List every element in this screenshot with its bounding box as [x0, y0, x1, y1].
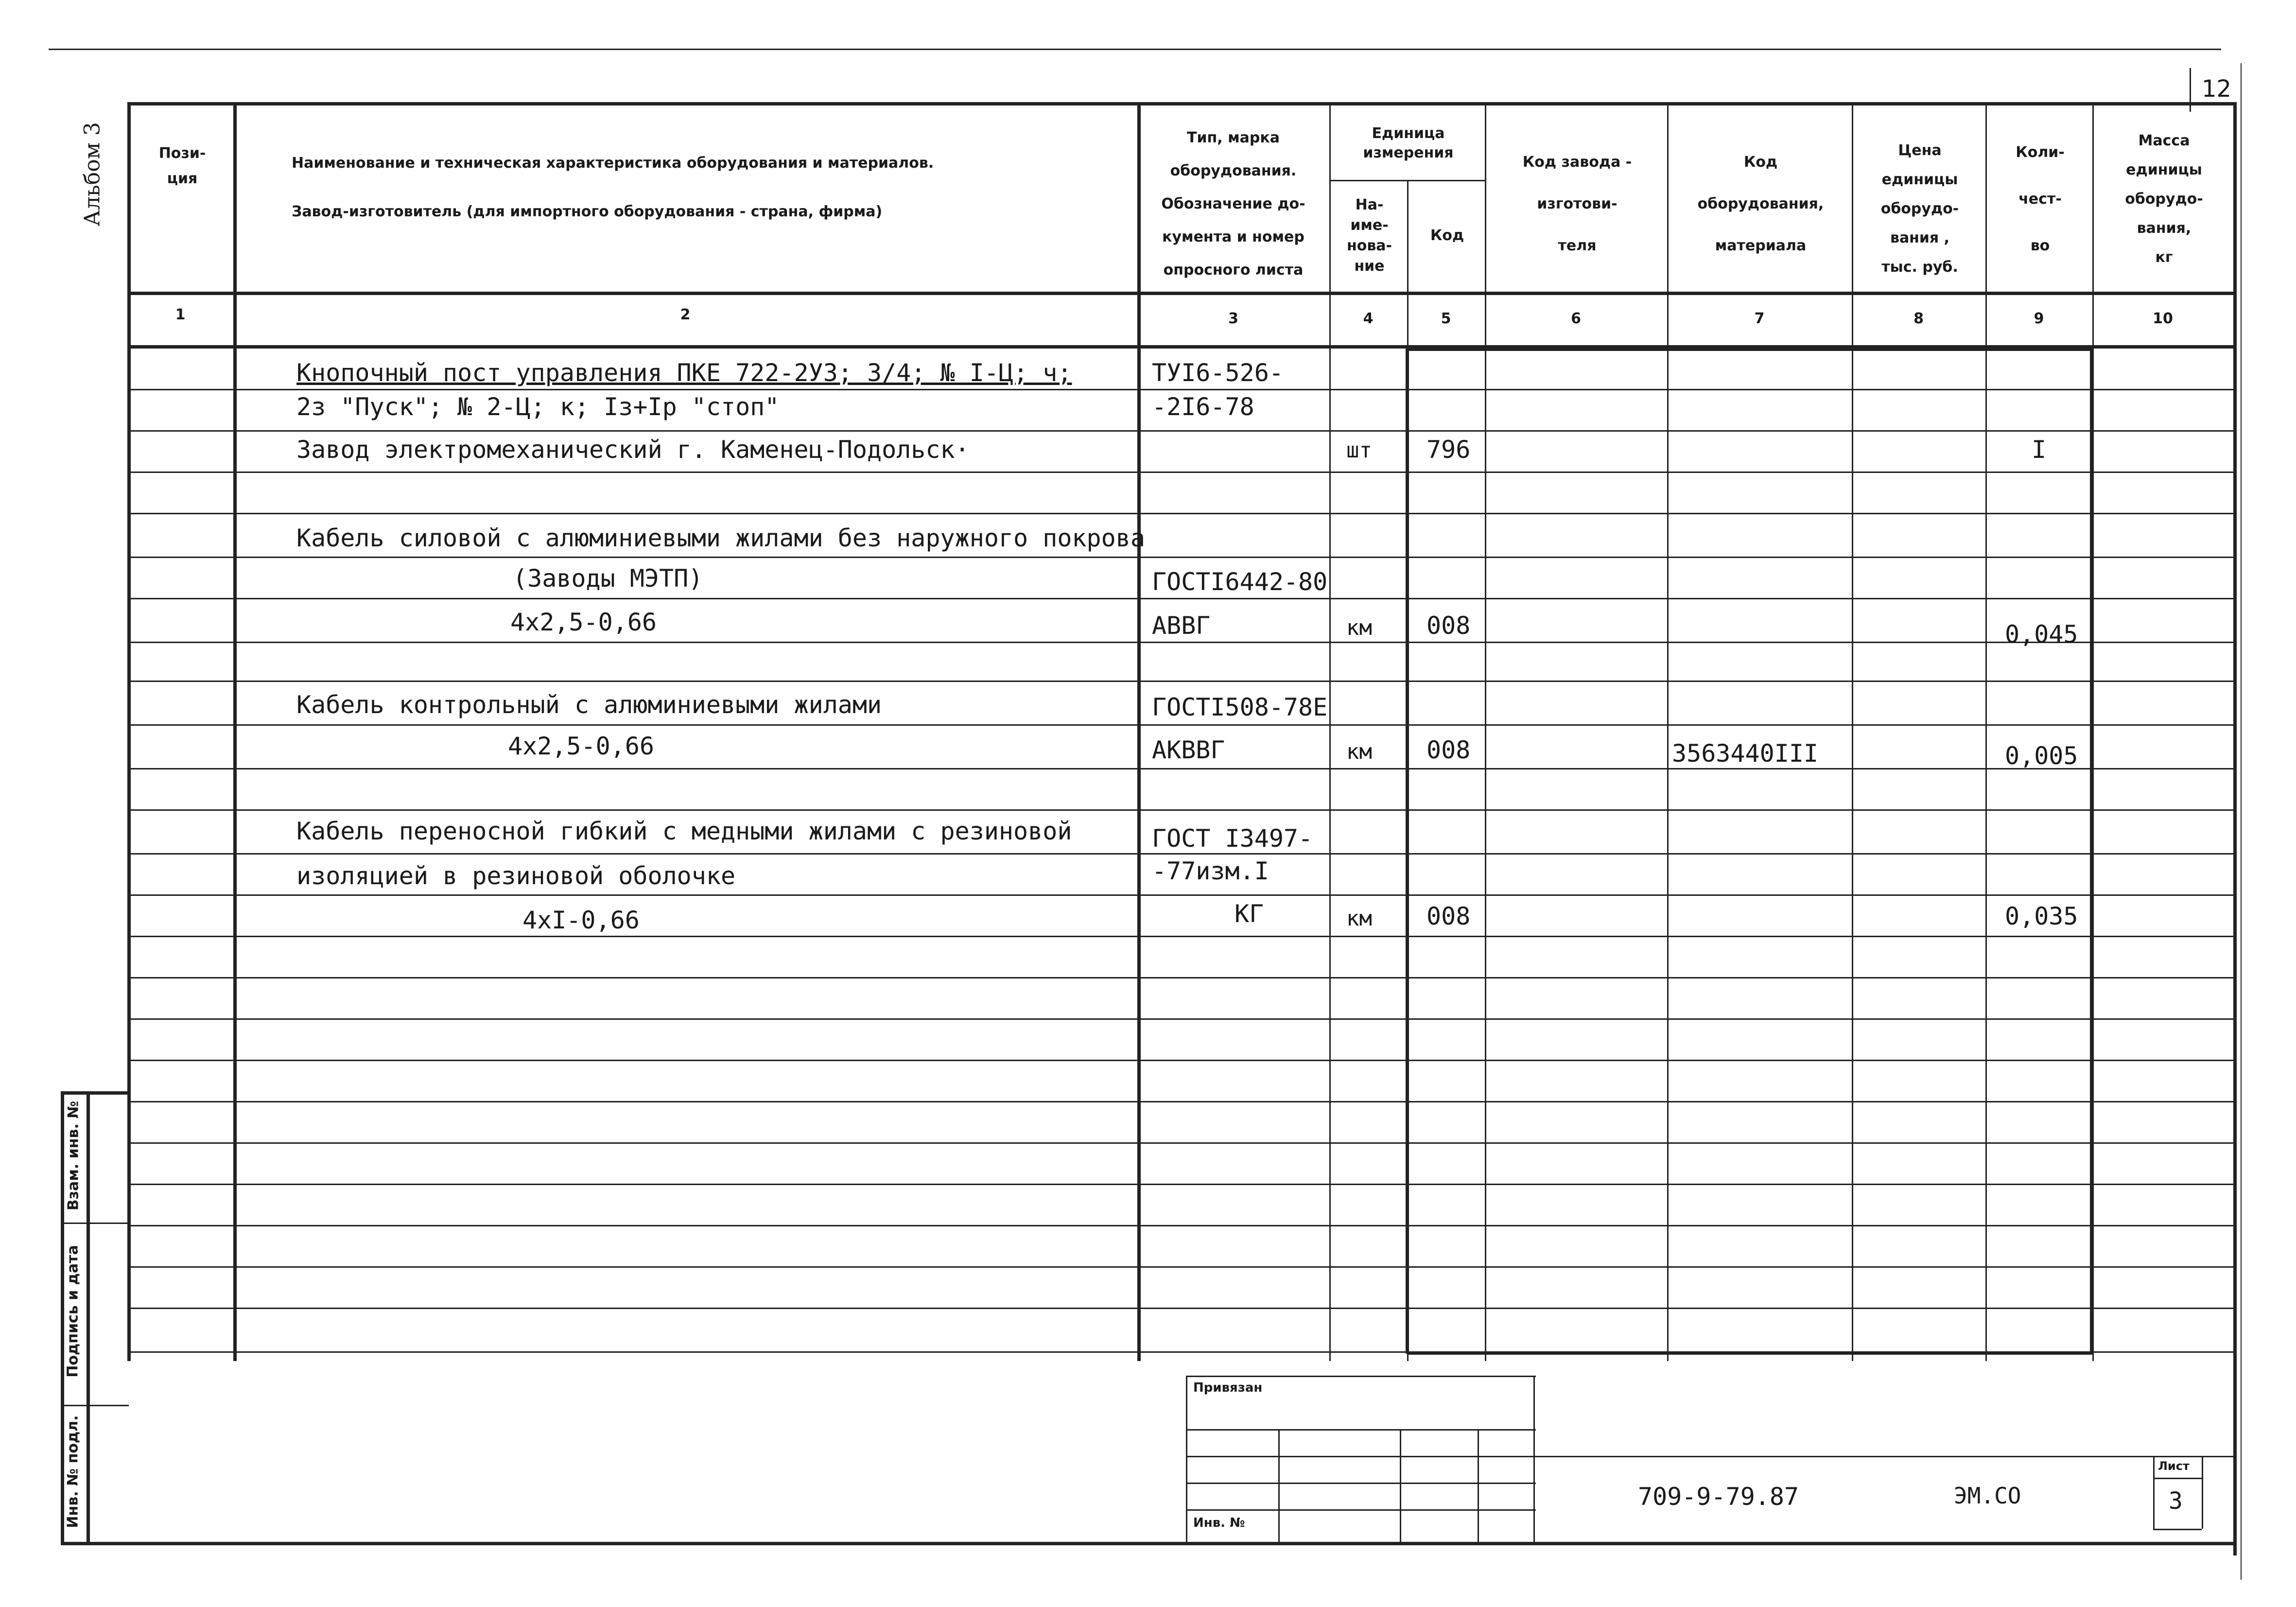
item-unit: шт	[1346, 438, 1372, 463]
inv-no-label: Инв. №	[1193, 1516, 1245, 1530]
stamp-div	[1478, 1429, 1479, 1543]
row-rule	[127, 1060, 2234, 1061]
sheet-box-mid	[2153, 1478, 2202, 1479]
inv-replace-label: Взам. инв. №	[65, 1100, 82, 1211]
row-rule	[127, 472, 2234, 473]
item-unit-code: 008	[1426, 736, 1471, 764]
row-rule	[127, 1184, 2234, 1185]
top-rule	[49, 49, 2221, 50]
sheet-label: Лист	[2158, 1459, 2190, 1473]
stamp-rule	[1186, 1429, 1536, 1431]
item-type: АКВВГ	[1152, 736, 1225, 764]
stamp-rule	[1186, 1376, 1536, 1377]
document-code: 709-9-79.87	[1638, 1483, 1799, 1511]
col-number: 2	[680, 306, 691, 323]
item-material-code: 3563440III	[1672, 739, 1819, 768]
header-bottom	[127, 292, 2237, 295]
hdr-type: Тип, марка оборудования. Обозначение до- кумента и номер опросного листа	[1161, 129, 1305, 279]
hdr-unit-name: На- име- нова- ние	[1346, 196, 1392, 275]
item-unit-code: 008	[1426, 902, 1471, 930]
col-number: 8	[1913, 310, 1924, 327]
body-box-right	[2090, 348, 2093, 1354]
item-name: 4хI-0,66	[522, 906, 640, 934]
stamp-div	[1186, 1376, 1187, 1543]
item-unit-code: 796	[1426, 436, 1471, 464]
item-type: АВВГ	[1152, 611, 1211, 640]
item-name: Кабель силовой с алюминиевыми жилами без наружного покрова	[296, 524, 1145, 552]
item-quantity: 0,035	[2005, 902, 2078, 930]
row-rule	[127, 557, 2234, 558]
item-quantity: 0,005	[2005, 742, 2078, 770]
frame-right	[2233, 102, 2237, 1555]
row-rule	[127, 768, 2234, 769]
row-rule	[127, 598, 2234, 599]
sheet-box-left	[2153, 1456, 2155, 1529]
sheet-number: 3	[2169, 1487, 2183, 1515]
col-div-2	[1137, 102, 1141, 1361]
row-rule	[127, 389, 2234, 390]
row-rule	[127, 894, 2234, 896]
item-unit-code: 008	[1426, 611, 1471, 640]
item-name: 4х2,5-0,66	[508, 732, 655, 760]
col-number: 10	[2153, 310, 2173, 327]
item-name: Кабель контрольный с алюминиевыми жилами	[296, 691, 882, 719]
row-rule	[127, 513, 2234, 514]
item-name: (Заводы МЭТП)	[513, 564, 703, 593]
row-rule	[127, 642, 2234, 643]
item-quantity: I	[2032, 436, 2047, 464]
row-rule	[127, 977, 2234, 978]
col-div-1	[233, 102, 237, 1361]
row-rule	[127, 1018, 2234, 1020]
item-type: ГОСТI508-78Е	[1152, 693, 1328, 721]
item-unit: км	[1346, 615, 1372, 640]
body-box-left	[1406, 348, 1409, 1354]
title-block-bottom	[127, 1542, 2237, 1545]
col-div-6	[1667, 102, 1669, 1361]
item-unit: км	[1346, 906, 1372, 931]
item-name: 4х2,5-0,66	[510, 608, 657, 636]
col-number: 7	[1754, 310, 1765, 327]
privyazan-label: Привязан	[1193, 1380, 1263, 1395]
row-rule	[127, 809, 2234, 811]
row-rule	[127, 853, 2234, 855]
row-rule	[127, 1266, 2234, 1268]
album-label: Альбом 3	[80, 122, 105, 227]
body-box-top	[1407, 348, 2092, 351]
page-number: 12	[2202, 75, 2232, 103]
hdr-name-line1: Наименование и техническая характеристика оборудования и материалов.	[292, 155, 934, 172]
item-unit: км	[1346, 739, 1372, 764]
row-rule	[127, 430, 2234, 432]
col-div-8	[1985, 102, 1987, 1361]
col-number: 5	[1441, 310, 1451, 327]
trim-line	[2241, 63, 2242, 1580]
item-type: ГОСТI6442-80	[1152, 568, 1328, 596]
item-type: -77изм.I	[1152, 857, 1269, 885]
col-div-3	[1329, 102, 1331, 1361]
stamp-rule	[1186, 1456, 1536, 1457]
hdr-quantity: Коли- чест- во	[2016, 144, 2065, 254]
row-rule	[127, 681, 2234, 682]
item-name: изоляцией в резиновой оболочке	[296, 862, 736, 890]
side-stamp-divider	[87, 1091, 90, 1543]
col-div-5	[1485, 102, 1486, 1361]
item-type: ТУI6-526-	[1152, 359, 1284, 387]
row-rule	[127, 936, 2234, 937]
hdr-factory-code: Код завода - изготови- теля	[1522, 154, 1632, 254]
col-number: 9	[2034, 310, 2044, 327]
col-number: 1	[175, 306, 186, 323]
col-number: 3	[1228, 310, 1238, 327]
item-type: ГОСТ I3497-	[1152, 824, 1313, 853]
item-name: 2з "Пуск"; № 2-Ц; к; Iз+Iр "стоп"	[296, 393, 780, 421]
hdr-name-line2: Завод-изготовитель (для импортного оборудования - страна, фирма)	[292, 203, 883, 220]
stamp-div	[1533, 1376, 1535, 1543]
stamp-div	[1278, 1429, 1280, 1543]
row-rule	[127, 1225, 2234, 1226]
item-type: -2I6-78	[1152, 393, 1254, 421]
hdr-price: Цена единицы оборудо- вания , тыс. руб.	[1880, 142, 1959, 276]
col-number: 4	[1363, 310, 1374, 327]
row-rule	[127, 1308, 2234, 1309]
item-name: Завод электромеханический г. Каменец-Подольск·	[296, 436, 970, 464]
frame-left	[127, 102, 131, 1361]
col-div-7	[1852, 102, 1853, 1361]
item-name: Кабель переносной гибкий с медными жилами с резиновой	[296, 817, 1072, 845]
stamp-rule	[1186, 1483, 1536, 1484]
item-name: Кнопочный пост управления ПКЕ 722-2У3; 3/4; № I-Ц; ч;	[296, 359, 1072, 387]
sheet-box-right	[2202, 1456, 2203, 1529]
hdr-position: Пози- ция	[158, 145, 206, 187]
item-quantity: 0,045	[2005, 620, 2078, 648]
sheet-box-bottom	[2153, 1529, 2202, 1530]
side-stamp-left	[61, 1091, 64, 1543]
document-mark: ЭМ.СО	[1954, 1483, 2021, 1509]
unit-group-divider	[1329, 180, 1485, 181]
row-rule	[127, 1142, 2234, 1144]
col-number: 6	[1571, 310, 1581, 327]
row-rule	[127, 1351, 2234, 1353]
hdr-unit-group: Единица измерения	[1363, 125, 1454, 161]
stamp-div	[1400, 1429, 1401, 1543]
hdr-unit-code: Код	[1430, 227, 1464, 244]
hdr-mass: Масса единицы оборудо- вания, кг	[2125, 132, 2203, 266]
hdr-material-code: Код оборудования, материала	[1697, 154, 1824, 254]
row-rule	[127, 724, 2234, 726]
sign-date-label: Подпись и дата	[64, 1245, 82, 1378]
title-strip-top	[1536, 1456, 2236, 1457]
item-type: КГ	[1235, 900, 1264, 928]
inv-original-label: Инв. № подл.	[64, 1415, 82, 1528]
frame-top	[127, 102, 2237, 105]
stamp-rule	[1186, 1509, 1536, 1511]
row-rule	[127, 1101, 2234, 1102]
